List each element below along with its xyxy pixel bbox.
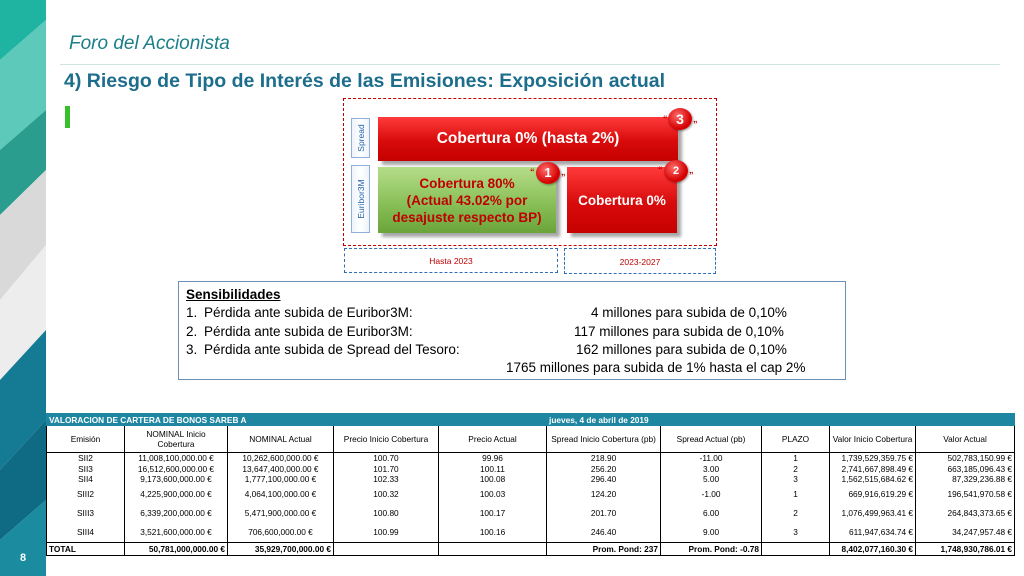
table-cell: -1.00 <box>661 485 762 504</box>
table-cell: 3 <box>762 474 830 485</box>
coverage-spread-text: Cobertura 0% (hasta 2%) <box>436 130 620 147</box>
total-cell <box>762 542 830 555</box>
table-cell: 11,008,100,000.00 € <box>125 453 228 464</box>
table-cell: 1,777,100,000.00 € <box>228 474 334 485</box>
section-title: Foro del Accionista <box>69 33 230 54</box>
table-total-row <box>47 542 1015 555</box>
quote-mark: “ <box>658 165 663 175</box>
column-header: Valor Inicio Cobertura <box>830 426 916 453</box>
quote-mark: „ <box>693 114 698 124</box>
sensitivity-label: Pérdida ante subida de Spread del Tesoro: <box>204 342 460 357</box>
table-cell: 4,225,900,000.00 € <box>125 485 228 504</box>
bond-valuation-table-wrapper <box>46 413 1014 556</box>
table-cell: 1,739,529,359.75 € <box>830 453 916 464</box>
badge-2: 2 <box>664 160 688 182</box>
coverage-spread-block <box>378 117 678 161</box>
table-cell: 99.96 <box>439 453 547 464</box>
table-cell: 100.70 <box>334 453 439 464</box>
coverage-euribor-line2: (Actual 43.02% por <box>406 192 528 208</box>
total-cell: Prom. Pond: -0.78 <box>661 542 762 555</box>
table-cell: 611,947,634.74 € <box>830 523 916 543</box>
euribor-label: Euribor3M <box>355 179 366 219</box>
table-cell: 201.70 <box>547 504 661 523</box>
table-cell: 100.16 <box>439 523 547 543</box>
column-header: Valor Actual <box>916 426 1015 453</box>
table-cell: SII4 <box>47 474 125 485</box>
column-header: Emisión <box>47 426 125 453</box>
page-title: 4) Riesgo de Tipo de Interés de las Emisiones: Exposición actual <box>64 70 666 92</box>
table-cell: 9.00 <box>661 523 762 543</box>
table-cell: 2 <box>762 464 830 475</box>
table-row <box>47 464 1015 475</box>
total-cell: 35,929,700,000.00 € <box>228 542 334 555</box>
sensitivity-num: 2. <box>186 324 198 339</box>
table-cell: 706,600,000.00 € <box>228 523 334 543</box>
table-row <box>47 485 1015 504</box>
table-cell: 3,521,600,000.00 € <box>125 523 228 543</box>
table-cell: 34,247,957.48 € <box>916 523 1015 543</box>
table-cell: 663,185,096.43 € <box>916 464 1015 475</box>
table-cell: 102.33 <box>334 474 439 485</box>
table-cell: 9,173,600,000.00 € <box>125 474 228 485</box>
bond-valuation-table <box>46 413 1015 556</box>
quote-mark: “ <box>530 167 535 177</box>
table-cell: 100.08 <box>439 474 547 485</box>
period-left-box <box>344 248 558 273</box>
table-cell: 101.70 <box>334 464 439 475</box>
slide-number: 8 <box>19 552 27 564</box>
table-cell: 2,741,667,898.49 € <box>830 464 916 475</box>
table-cell: 1 <box>762 485 830 504</box>
sensitivities-title: Sensibilidades <box>186 287 281 302</box>
table-cell: SII3 <box>47 464 125 475</box>
coverage-2023-2027-block <box>567 167 677 233</box>
total-cell: 50,781,000,000.00 € <box>125 542 228 555</box>
total-cell: 8,402,077,160.30 € <box>830 542 916 555</box>
table-cell: 13,647,400,000.00 € <box>228 464 334 475</box>
spread-label-box <box>351 118 370 158</box>
table-cell: 6,339,200,000.00 € <box>125 504 228 523</box>
sensitivity-num: 3. <box>186 342 198 357</box>
table-body <box>47 453 1015 543</box>
sensitivity-extra: 1765 millones para subida de 1% hasta el cap 2% <box>506 360 806 375</box>
table-cell: 6.00 <box>661 504 762 523</box>
sensitivity-label: Pérdida ante subida de Euribor3M: <box>204 305 413 320</box>
table-row <box>47 453 1015 464</box>
table-cell: 264,843,373.65 € <box>916 504 1015 523</box>
total-label: TOTAL <box>47 542 125 555</box>
table-cell: 3 <box>762 523 830 543</box>
table-cell: 3.00 <box>661 464 762 475</box>
table-cell: 196,541,970.58 € <box>916 485 1015 504</box>
sensitivities-box <box>178 281 846 380</box>
coverage-2023-2027-text: Cobertura 0% <box>578 192 666 208</box>
table-cell: 100.17 <box>439 504 547 523</box>
table-cell: SIII4 <box>47 523 125 543</box>
table-cell: 100.32 <box>334 485 439 504</box>
column-header: Spread Inicio Cobertura (pb) <box>547 426 661 453</box>
table-cell: 2 <box>762 504 830 523</box>
table-cell: 1,562,515,684.62 € <box>830 474 916 485</box>
total-cell <box>334 542 439 555</box>
table-row <box>47 523 1015 543</box>
table-cell: 100.99 <box>334 523 439 543</box>
quote-mark: „ <box>689 165 694 175</box>
table-cell: 4,064,100,000.00 € <box>228 485 334 504</box>
sensitivity-value: 162 millones para subida de 0,10% <box>576 342 787 357</box>
column-header: Spread Actual (pb) <box>661 426 762 453</box>
table-cell: 5,471,900,000.00 € <box>228 504 334 523</box>
column-header: NOMINAL Inicio Cobertura <box>125 426 228 453</box>
table-date: jueves, 4 de abril de 2019 <box>547 414 1015 426</box>
table-cell: 5.00 <box>661 474 762 485</box>
table-row <box>47 474 1015 485</box>
table-header-row <box>47 426 1015 453</box>
badge-1: 1 <box>536 162 560 184</box>
column-header: PLAZO <box>762 426 830 453</box>
table-cell: -11.00 <box>661 453 762 464</box>
table-cell: 669,916,619.29 € <box>830 485 916 504</box>
sensitivity-num: 1. <box>186 305 198 320</box>
decorative-side-band <box>0 0 46 576</box>
table-cell: SIII3 <box>47 504 125 523</box>
table-cell: 246.40 <box>547 523 661 543</box>
table-cell: 100.11 <box>439 464 547 475</box>
table-row <box>47 504 1015 523</box>
period-right-label: 2023-2027 <box>619 257 661 267</box>
coverage-euribor-line3: desajuste respecto BP) <box>392 209 542 225</box>
table-cell: 100.03 <box>439 485 547 504</box>
sensitivity-label: Pérdida ante subida de Euribor3M: <box>204 324 413 339</box>
table-cell: 100.80 <box>334 504 439 523</box>
table-cell: 256.20 <box>547 464 661 475</box>
table-cell: 1,076,499,963.41 € <box>830 504 916 523</box>
total-cell: 1,748,930,786.01 € <box>916 542 1015 555</box>
period-right-box <box>564 248 716 274</box>
column-header: NOMINAL Actual <box>228 426 334 453</box>
table-title-row <box>47 414 1015 426</box>
total-cell: Prom. Pond: 237 <box>547 542 661 555</box>
table-cell: 10,262,600,000.00 € <box>228 453 334 464</box>
sensitivity-value: 4 millones para subida de 0,10% <box>591 305 787 320</box>
quote-mark: “ <box>663 114 668 124</box>
table-cell: 296.40 <box>547 474 661 485</box>
sensitivity-value: 117 millones para subida de 0,10% <box>574 324 784 339</box>
coverage-euribor-line1: Cobertura 80% <box>419 175 515 191</box>
table-title: VALORACION DE CARTERA DE BONOS SAREB A <box>47 414 547 426</box>
euribor-label-box <box>351 165 370 233</box>
table-cell: 16,512,600,000.00 € <box>125 464 228 475</box>
green-marker <box>65 106 70 128</box>
spread-label: Spread <box>355 124 366 152</box>
period-left-label: Hasta 2023 <box>429 256 473 266</box>
table-cell: 218.90 <box>547 453 661 464</box>
table-cell: 502,783,150.99 € <box>916 453 1015 464</box>
table-cell: 1 <box>762 453 830 464</box>
quote-mark: „ <box>561 167 566 177</box>
table-cell: SII2 <box>47 453 125 464</box>
header-divider <box>60 64 1000 65</box>
badge-3: 3 <box>668 108 692 130</box>
table-cell: SIII2 <box>47 485 125 504</box>
column-header: Precio Actual <box>439 426 547 453</box>
column-header: Precio Inicio Cobertura <box>334 426 439 453</box>
table-cell: 124.20 <box>547 485 661 504</box>
total-cell <box>439 542 547 555</box>
table-cell: 87,329,236.88 € <box>916 474 1015 485</box>
